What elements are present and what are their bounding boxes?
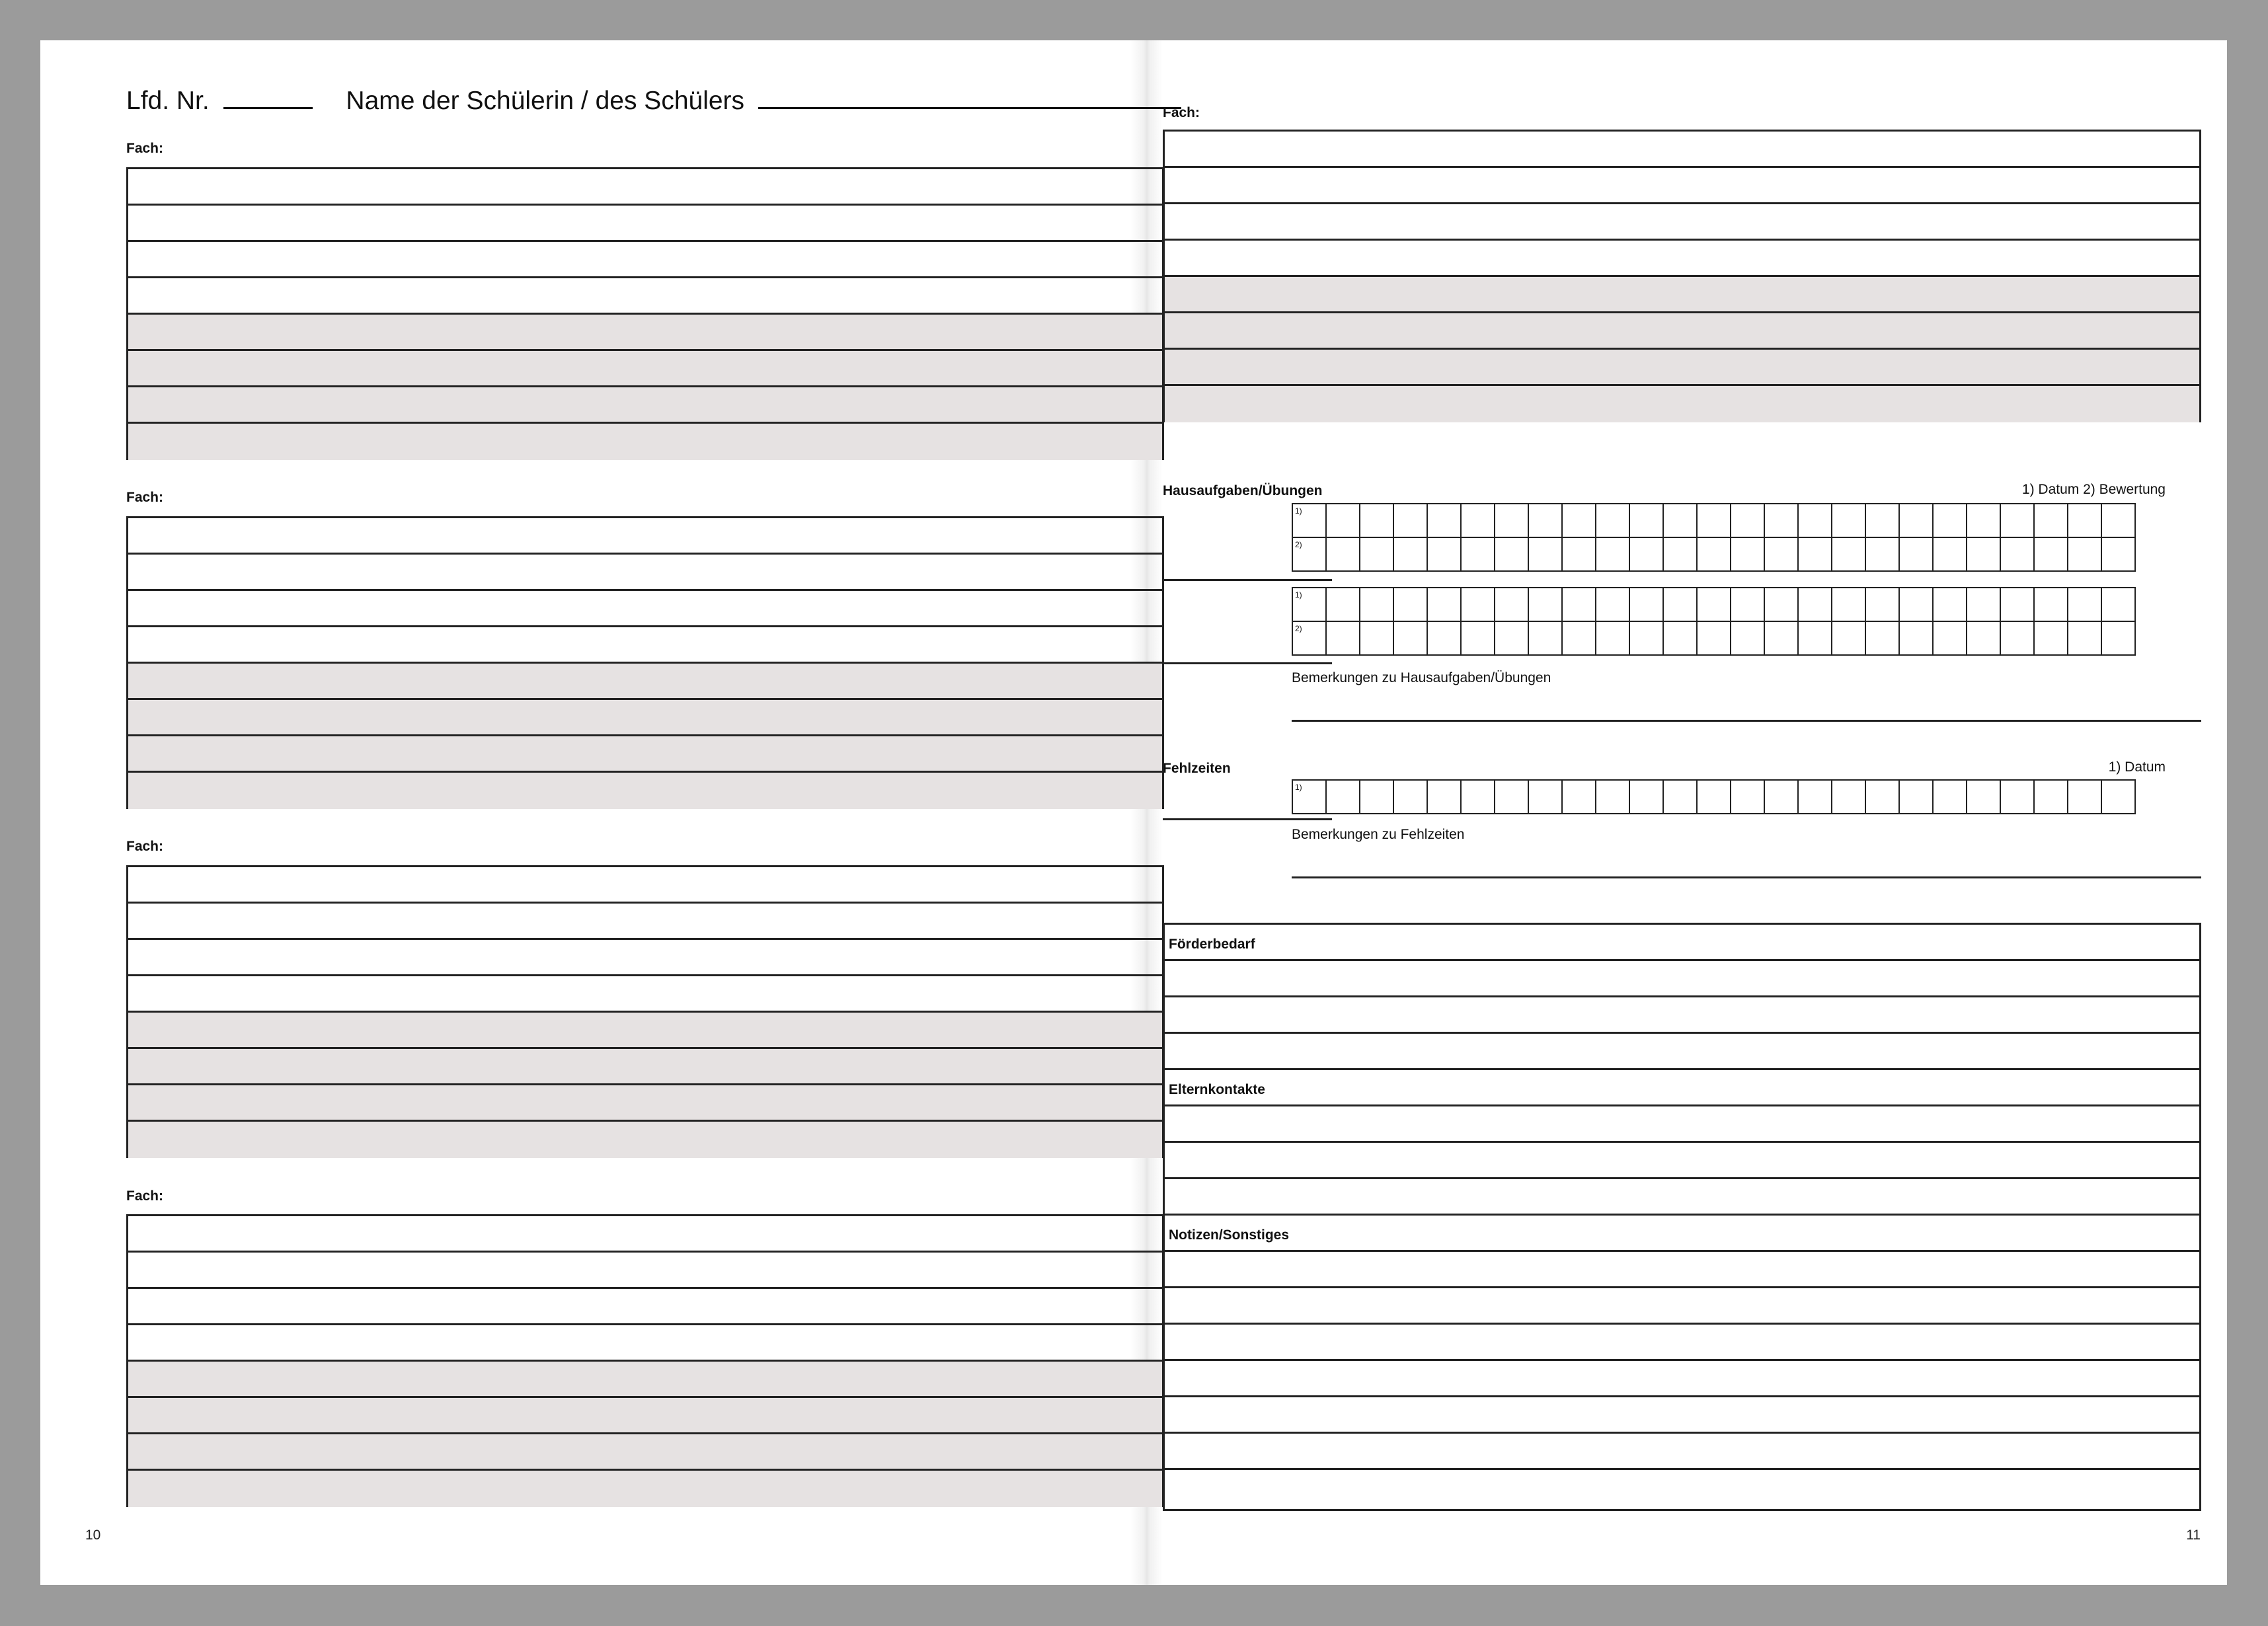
student-header (126, 87, 1181, 116)
write-line[interactable] (1165, 1106, 2199, 1143)
fach-label: Fach: (126, 1188, 164, 1204)
grid-cell[interactable] (1697, 537, 1731, 571)
grid-cell[interactable] (1798, 780, 1832, 814)
grid-cell[interactable] (1393, 537, 1427, 571)
write-line[interactable] (1165, 997, 2199, 1034)
grid-cell[interactable] (1967, 621, 2000, 655)
write-line[interactable] (128, 976, 1162, 1013)
grid-cell[interactable] (1865, 588, 1899, 621)
grid-cell[interactable] (1360, 504, 1393, 537)
grid-cell[interactable] (1764, 588, 1798, 621)
grid-cell[interactable] (1562, 621, 1596, 655)
write-line[interactable] (1165, 1252, 2199, 1288)
absence-title: Fehlzeiten (1163, 761, 1231, 776)
grid-cell[interactable] (1764, 780, 1798, 814)
grid-cell[interactable] (1899, 504, 1933, 537)
homework-remarks-line[interactable] (1292, 720, 2201, 722)
shaded-line[interactable] (128, 1471, 1162, 1507)
write-line[interactable] (128, 1253, 1162, 1289)
grid-cell[interactable] (2034, 588, 2068, 621)
booklet-spread (40, 40, 2227, 1585)
grid-cell[interactable] (2000, 621, 2034, 655)
grid-cell[interactable] (1596, 504, 1629, 537)
grid-cell[interactable] (1461, 504, 1495, 537)
write-line[interactable] (1165, 204, 2199, 241)
write-line[interactable] (128, 278, 1162, 315)
shaded-line[interactable] (128, 351, 1162, 387)
write-line[interactable] (128, 242, 1162, 278)
date-row (1292, 504, 2135, 537)
grid-cell[interactable] (1764, 621, 1798, 655)
grid-cell[interactable] (1832, 780, 1865, 814)
fach-block-3[interactable] (126, 865, 1164, 1158)
write-line[interactable] (1165, 132, 2199, 168)
grid-cell[interactable] (1899, 621, 1933, 655)
absence-subject-line[interactable] (1163, 818, 1332, 820)
write-line[interactable] (1165, 241, 2199, 277)
grid-cell[interactable] (1832, 588, 1865, 621)
grid-cell[interactable] (1663, 588, 1697, 621)
grid-cell[interactable] (1933, 588, 1967, 621)
grid-cell[interactable] (1495, 537, 1528, 571)
write-line[interactable] (1165, 1361, 2199, 1397)
grid-cell[interactable] (2068, 588, 2101, 621)
grid-cell[interactable] (1899, 537, 1933, 571)
row-marker: 2) (1292, 621, 1326, 655)
shaded-line[interactable] (128, 1085, 1162, 1122)
fach-block-2[interactable] (126, 516, 1164, 809)
grid-cell[interactable] (1731, 537, 1764, 571)
grid-cell[interactable] (1360, 537, 1393, 571)
fach-block-4[interactable] (126, 1214, 1164, 1507)
grid-cell[interactable] (1629, 780, 1663, 814)
grid-cell[interactable] (2101, 621, 2135, 655)
shaded-line[interactable] (1165, 386, 2199, 422)
shaded-line[interactable] (128, 1434, 1162, 1471)
date-row (1292, 588, 2135, 621)
shaded-line[interactable] (1165, 277, 2199, 313)
student-name-field[interactable] (758, 87, 1181, 109)
grid-cell[interactable] (1596, 780, 1629, 814)
grid-cell[interactable] (2000, 537, 2034, 571)
grid-cell[interactable] (2000, 504, 2034, 537)
write-line[interactable] (128, 518, 1162, 555)
write-line[interactable] (1165, 1143, 2199, 1179)
shaded-line[interactable] (128, 1362, 1162, 1398)
grid-cell[interactable] (1562, 780, 1596, 814)
shaded-line[interactable] (128, 1122, 1162, 1158)
absence-remarks-label: Bemerkungen zu Fehlzeiten (1292, 827, 1465, 842)
grid-cell[interactable] (1495, 588, 1528, 621)
grid-cell[interactable] (1528, 504, 1562, 537)
notes-box[interactable] (1163, 923, 2201, 1511)
grid-cell[interactable] (1697, 588, 1731, 621)
grid-cell[interactable] (1865, 537, 1899, 571)
write-line[interactable] (1165, 1288, 2199, 1325)
grid-cell[interactable] (1933, 504, 1967, 537)
absence-grid[interactable] (1292, 779, 2136, 814)
shaded-line[interactable] (128, 700, 1162, 736)
fach-label: Fach: (126, 141, 164, 156)
grid-cell[interactable] (1629, 621, 1663, 655)
grid-cell[interactable] (1461, 537, 1495, 571)
page-number-left: 10 (85, 1528, 101, 1543)
grid-cell[interactable] (1731, 504, 1764, 537)
write-line[interactable] (1165, 1034, 2199, 1070)
grid-cell[interactable] (2068, 621, 2101, 655)
fach-block-1[interactable] (126, 167, 1164, 460)
write-line[interactable] (128, 904, 1162, 940)
grid-cell[interactable] (2034, 780, 2068, 814)
lfd-nr-label: Lfd. Nr. (126, 87, 210, 115)
write-line[interactable] (1165, 1434, 2199, 1470)
grid-cell[interactable] (1899, 588, 1933, 621)
foerderbedarf-label: Förderbedarf (1165, 925, 2199, 961)
date-row (1292, 780, 2135, 814)
row-marker: 1) (1292, 588, 1326, 621)
grid-cell[interactable] (2034, 537, 2068, 571)
grid-cell[interactable] (1427, 780, 1461, 814)
grade-row (1292, 537, 2135, 571)
row-marker: 1) (1292, 780, 1326, 814)
write-line[interactable] (128, 591, 1162, 627)
grid-cell[interactable] (1629, 504, 1663, 537)
elternkontakte-label: Elternkontakte (1165, 1070, 2199, 1106)
grid-cell[interactable] (1495, 780, 1528, 814)
grid-cell[interactable] (1596, 588, 1629, 621)
grid-cell[interactable] (1393, 780, 1427, 814)
grid-cell[interactable] (1731, 588, 1764, 621)
grid-cell[interactable] (1427, 504, 1461, 537)
grid-cell[interactable] (1427, 537, 1461, 571)
grid-cell[interactable] (1528, 537, 1562, 571)
grid-cell[interactable] (1360, 780, 1393, 814)
grid-cell[interactable] (1933, 780, 1967, 814)
grid-cell[interactable] (1393, 504, 1427, 537)
grid-cell[interactable] (1461, 621, 1495, 655)
grid-cell[interactable] (1663, 621, 1697, 655)
grid-cell[interactable] (1865, 504, 1899, 537)
grid-cell[interactable] (1360, 621, 1393, 655)
grid-cell[interactable] (1562, 504, 1596, 537)
write-line[interactable] (128, 169, 1162, 206)
grid-cell[interactable] (1360, 588, 1393, 621)
grid-cell[interactable] (1461, 588, 1495, 621)
grid-cell[interactable] (1663, 537, 1697, 571)
shaded-line[interactable] (128, 1049, 1162, 1085)
student-name-label: Name der Schülerin / des Schülers (346, 87, 745, 115)
grid-cell[interactable] (1798, 588, 1832, 621)
grid-cell[interactable] (1832, 504, 1865, 537)
write-line[interactable] (128, 555, 1162, 591)
write-line[interactable] (128, 627, 1162, 664)
grid-cell[interactable] (1899, 780, 1933, 814)
write-line[interactable] (128, 206, 1162, 242)
homework-legend: 1) Datum 2) Bewertung (2021, 482, 2166, 497)
grid-cell[interactable] (1967, 780, 2000, 814)
grid-cell[interactable] (1865, 621, 1899, 655)
grid-cell[interactable] (1495, 621, 1528, 655)
grid-cell[interactable] (1832, 537, 1865, 571)
write-line[interactable] (128, 1325, 1162, 1362)
absence-remarks-line[interactable] (1292, 876, 2201, 878)
shaded-line[interactable] (128, 1013, 1162, 1049)
grid-cell[interactable] (1967, 537, 2000, 571)
grid-cell[interactable] (1764, 537, 1798, 571)
grid-cell[interactable] (1326, 588, 1360, 621)
grid-cell[interactable] (1528, 621, 1562, 655)
grid-cell[interactable] (2101, 537, 2135, 571)
write-line[interactable] (128, 867, 1162, 904)
write-line[interactable] (128, 940, 1162, 976)
shaded-line[interactable] (1165, 350, 2199, 386)
grid-cell[interactable] (1393, 621, 1427, 655)
row-marker: 1) (1292, 504, 1326, 537)
grid-cell[interactable] (1326, 537, 1360, 571)
homework-grid-2[interactable] (1292, 587, 2136, 656)
grid-cell[interactable] (1562, 588, 1596, 621)
grid-cell[interactable] (1663, 504, 1697, 537)
shaded-line[interactable] (128, 664, 1162, 700)
homework-title: Hausaufgaben/Übungen (1163, 483, 1323, 498)
homework-grid-1[interactable] (1292, 503, 2136, 572)
write-line[interactable] (1165, 1325, 2199, 1361)
grid-cell[interactable] (1495, 504, 1528, 537)
grid-cell[interactable] (1764, 504, 1798, 537)
lfd-nr-field[interactable] (223, 87, 313, 109)
grid-cell[interactable] (1731, 621, 1764, 655)
grid-cell[interactable] (1528, 588, 1562, 621)
grid-cell[interactable] (1663, 780, 1697, 814)
write-line[interactable] (1165, 168, 2199, 204)
grid-cell[interactable] (2068, 504, 2101, 537)
grid-cell[interactable] (1629, 588, 1663, 621)
homework-subject-line[interactable] (1163, 579, 1332, 581)
write-line[interactable] (128, 1216, 1162, 1253)
grade-row (1292, 621, 2135, 655)
grid-cell[interactable] (2101, 588, 2135, 621)
shaded-line[interactable] (128, 773, 1162, 809)
grid-cell[interactable] (1697, 621, 1731, 655)
write-line[interactable] (1165, 1397, 2199, 1434)
homework-subject-line[interactable] (1163, 662, 1332, 664)
grid-cell[interactable] (1326, 621, 1360, 655)
grid-cell[interactable] (1697, 504, 1731, 537)
grid-cell[interactable] (1832, 621, 1865, 655)
fach-label: Fach: (1163, 105, 1200, 120)
grid-cell[interactable] (1596, 621, 1629, 655)
shaded-line[interactable] (128, 1398, 1162, 1434)
grid-cell[interactable] (2000, 588, 2034, 621)
grid-cell[interactable] (2068, 780, 2101, 814)
page-number-right: 11 (2186, 1528, 2201, 1543)
grid-cell[interactable] (2068, 537, 2101, 571)
fach-block-5[interactable] (1163, 130, 2201, 422)
absence-legend: 1) Datum (2108, 759, 2166, 775)
homework-remarks-label: Bemerkungen zu Hausaufgaben/Übungen (1292, 670, 1551, 685)
shaded-line[interactable] (128, 387, 1162, 424)
grid-cell[interactable] (1731, 780, 1764, 814)
grid-cell[interactable] (1865, 780, 1899, 814)
fach-label: Fach: (126, 490, 164, 505)
grid-cell[interactable] (1562, 537, 1596, 571)
grid-cell[interactable] (1967, 504, 2000, 537)
row-marker: 2) (1292, 537, 1326, 571)
write-line[interactable] (1165, 1179, 2199, 1216)
grid-cell[interactable] (1798, 621, 1832, 655)
shaded-line[interactable] (128, 315, 1162, 351)
grid-cell[interactable] (2034, 621, 2068, 655)
grid-cell[interactable] (1461, 780, 1495, 814)
grid-cell[interactable] (1798, 537, 1832, 571)
grid-cell[interactable] (1326, 504, 1360, 537)
shaded-line[interactable] (1165, 313, 2199, 350)
grid-cell[interactable] (1697, 780, 1731, 814)
grid-cell[interactable] (2000, 780, 2034, 814)
grid-cell[interactable] (1427, 588, 1461, 621)
shaded-line[interactable] (128, 424, 1162, 460)
grid-cell[interactable] (1933, 621, 1967, 655)
grid-cell[interactable] (2101, 504, 2135, 537)
grid-cell[interactable] (1528, 780, 1562, 814)
grid-cell[interactable] (1629, 537, 1663, 571)
write-line[interactable] (1165, 1470, 2199, 1506)
grid-cell[interactable] (1933, 537, 1967, 571)
grid-cell[interactable] (1393, 588, 1427, 621)
write-line[interactable] (128, 1289, 1162, 1325)
grid-cell[interactable] (2101, 780, 2135, 814)
grid-cell[interactable] (1596, 537, 1629, 571)
grid-cell[interactable] (1798, 504, 1832, 537)
grid-cell[interactable] (2034, 504, 2068, 537)
grid-cell[interactable] (1967, 588, 2000, 621)
notizen-label: Notizen/Sonstiges (1165, 1216, 2199, 1252)
fach-label: Fach: (126, 839, 164, 854)
write-line[interactable] (1165, 961, 2199, 997)
grid-cell[interactable] (1427, 621, 1461, 655)
shaded-line[interactable] (128, 736, 1162, 773)
grid-cell[interactable] (1326, 780, 1360, 814)
